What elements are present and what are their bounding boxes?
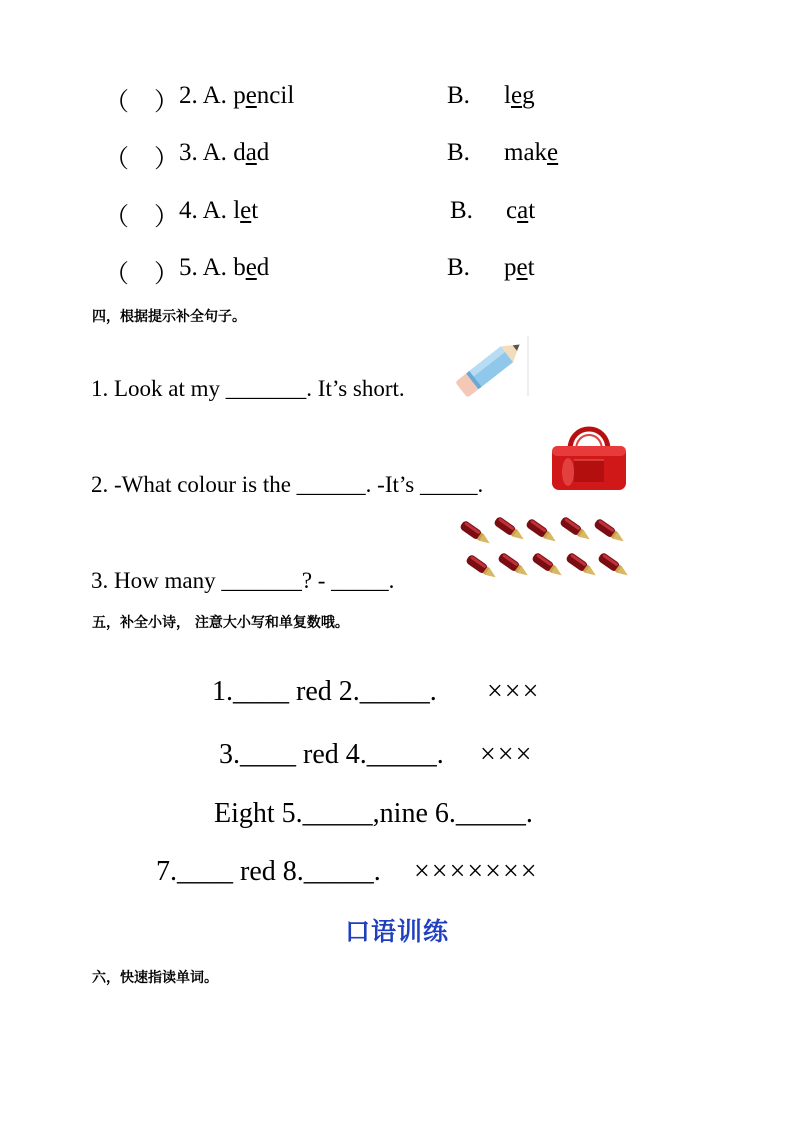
answer-bracket[interactable]: （ ） <box>104 261 180 288</box>
poem-line-3-text: Eight 5._____,nine 6._____. <box>214 798 533 829</box>
fountain-pen <box>593 518 627 546</box>
answer-bracket[interactable]: （ ） <box>104 89 180 116</box>
fountain-pen <box>493 516 527 544</box>
sentence-2: 2. -What colour is the ______. -It’s _____. <box>91 472 484 497</box>
answer-bracket[interactable]: （ ） <box>104 204 180 231</box>
section-6-heading: 六，快速指读单词。 <box>92 970 218 986</box>
fountain-pen <box>497 552 531 580</box>
option-b-label: B. <box>447 254 470 281</box>
option-b-label: B. <box>447 82 470 109</box>
section-4-heading: 四，根据提示补全句子。 <box>92 309 246 325</box>
fountain-pens-icon <box>455 515 635 590</box>
fountain-pen <box>597 552 631 580</box>
fountain-pen <box>559 516 593 544</box>
section-5-heading: 五，补全小诗， 注意大小写和单复数哦。 <box>92 615 349 631</box>
poem-line-2-text: 3.____ red 4._____. <box>219 739 444 770</box>
option-a: 2. A. pencil <box>179 82 295 109</box>
poem-line-1-text: 1.____ red 2._____. <box>212 676 437 707</box>
option-a: 5. A. bed <box>179 254 270 281</box>
option-a: 3. A. dad <box>179 139 270 166</box>
option-b-word: pet <box>504 254 535 281</box>
question-row-3 <box>0 139 794 179</box>
question-row-2 <box>0 82 794 122</box>
option-b-word: cat <box>506 197 536 224</box>
cross-marks: ××× <box>480 739 534 770</box>
fountain-pen <box>531 552 565 580</box>
answer-bracket[interactable]: （ ） <box>104 146 180 173</box>
option-b-word: leg <box>504 82 535 109</box>
fountain-pen <box>565 552 599 580</box>
cross-marks: ××× <box>487 676 541 707</box>
fountain-pen <box>465 554 499 582</box>
pencil-icon <box>455 334 530 399</box>
question-row-5 <box>0 254 794 294</box>
handbag-icon <box>548 416 630 494</box>
poem-line-4-text: 7.____ red 8._____. <box>156 856 381 887</box>
cross-marks: ××××××× <box>414 856 539 887</box>
option-b-label: B. <box>447 139 470 166</box>
fountain-pen <box>459 520 493 548</box>
oral-training-title: 口语训练 <box>344 917 449 946</box>
option-b-label: B. <box>450 197 473 224</box>
sentence-1: 1. Look at my _______. It’s short. <box>91 376 405 401</box>
question-row-4 <box>0 197 794 237</box>
option-b-word: make <box>504 139 559 166</box>
fountain-pen <box>525 518 559 546</box>
option-a: 4. A. let <box>179 197 259 224</box>
sentence-3: 3. How many _______? - _____. <box>91 568 395 593</box>
